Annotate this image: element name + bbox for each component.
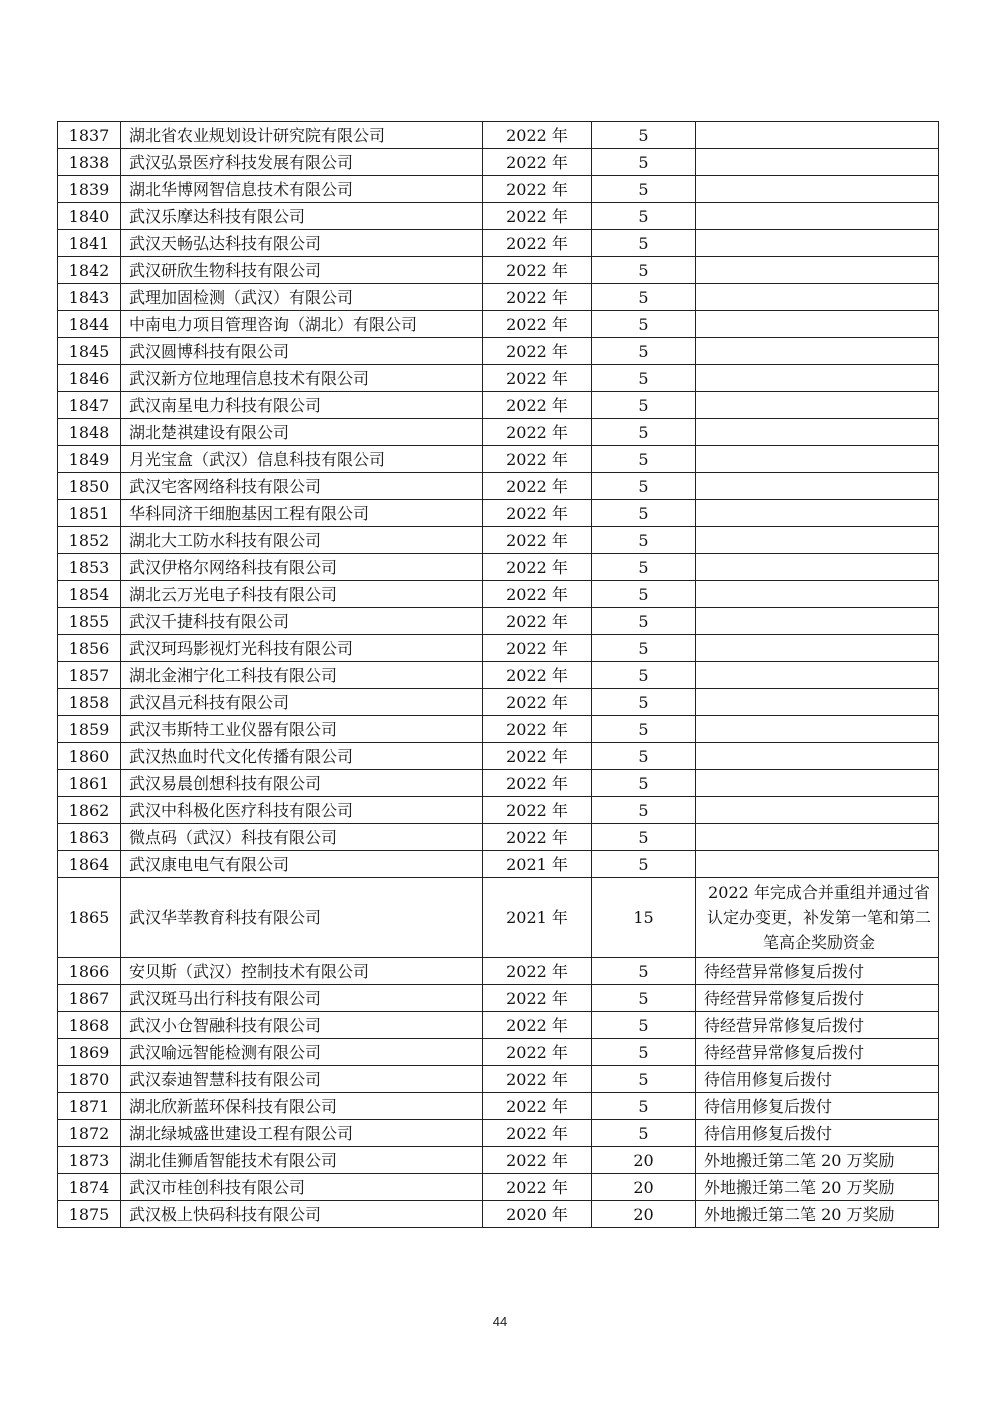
certification-year: 2022 年 [483,419,592,446]
table-row [58,500,939,527]
award-amount: 5 [592,958,696,985]
remark: 2022 年完成合并重组并通过省认定办变更，补发第一笔和第二笔高企奖励资金 [696,878,939,958]
award-amount: 5 [592,500,696,527]
table-row [58,257,939,284]
company-name: 武汉弘景医疗科技发展有限公司 [121,149,483,176]
remark [696,527,939,554]
certification-year: 2022 年 [483,338,592,365]
award-amount: 5 [592,338,696,365]
remark: 待经营异常修复后拨付 [696,985,939,1012]
row-number: 1849 [58,446,121,473]
remark: 外地搬迁第二笔 20 万奖励 [696,1147,939,1174]
row-number: 1875 [58,1201,121,1228]
row-number: 1874 [58,1174,121,1201]
certification-year: 2022 年 [483,257,592,284]
row-number: 1872 [58,1120,121,1147]
table-row [58,527,939,554]
award-amount: 5 [592,554,696,581]
company-name: 月光宝盒（武汉）信息科技有限公司 [121,446,483,473]
table-row [58,581,939,608]
company-name: 湖北大工防水科技有限公司 [121,527,483,554]
certification-year: 2022 年 [483,608,592,635]
certification-year: 2022 年 [483,446,592,473]
remark [696,797,939,824]
award-amount: 5 [592,689,696,716]
company-name: 湖北欣新蓝环保科技有限公司 [121,1093,483,1120]
remark [696,851,939,878]
certification-year: 2022 年 [483,824,592,851]
row-number: 1857 [58,662,121,689]
award-amount: 5 [592,1120,696,1147]
award-amount: 5 [592,635,696,662]
table-row [58,689,939,716]
remark: 待信用修复后拨付 [696,1120,939,1147]
row-number: 1859 [58,716,121,743]
company-name: 湖北金湘宁化工科技有限公司 [121,662,483,689]
company-name: 中南电力项目管理咨询（湖北）有限公司 [121,311,483,338]
remark [696,311,939,338]
company-name: 武汉乐摩达科技有限公司 [121,203,483,230]
table-row [58,743,939,770]
row-number: 1838 [58,149,121,176]
certification-year: 2022 年 [483,716,592,743]
table-row [58,608,939,635]
award-amount: 5 [592,176,696,203]
certification-year: 2022 年 [483,958,592,985]
company-name: 华科同济干细胞基因工程有限公司 [121,500,483,527]
award-amount: 5 [592,770,696,797]
company-name: 武汉南星电力科技有限公司 [121,392,483,419]
award-amount: 5 [592,257,696,284]
certification-year: 2022 年 [483,311,592,338]
company-name: 湖北绿城盛世建设工程有限公司 [121,1120,483,1147]
certification-year: 2022 年 [483,230,592,257]
company-name: 武汉喻远智能检测有限公司 [121,1039,483,1066]
certification-year: 2022 年 [483,1147,592,1174]
table-row [58,284,939,311]
company-name: 武汉中科极化医疗科技有限公司 [121,797,483,824]
award-amount: 5 [592,122,696,149]
row-number: 1871 [58,1093,121,1120]
company-name: 武汉易晨创想科技有限公司 [121,770,483,797]
table-row [58,824,939,851]
company-name: 武汉热血时代文化传播有限公司 [121,743,483,770]
table-row [58,635,939,662]
certification-year: 2022 年 [483,392,592,419]
remark [696,473,939,500]
table-row [58,203,939,230]
row-number: 1846 [58,365,121,392]
row-number: 1852 [58,527,121,554]
remark [696,257,939,284]
remark [696,392,939,419]
certification-year: 2022 年 [483,149,592,176]
company-name: 武汉康电电气有限公司 [121,851,483,878]
company-name: 安贝斯（武汉）控制技术有限公司 [121,958,483,985]
award-amount: 5 [592,230,696,257]
table-row [58,230,939,257]
row-number: 1870 [58,1066,121,1093]
company-name: 武理加固检测（武汉）有限公司 [121,284,483,311]
company-name: 武汉市桂创科技有限公司 [121,1174,483,1201]
award-amount: 5 [592,527,696,554]
row-number: 1848 [58,419,121,446]
remark [696,203,939,230]
row-number: 1840 [58,203,121,230]
remark: 外地搬迁第二笔 20 万奖励 [696,1201,939,1228]
row-number: 1853 [58,554,121,581]
table-row [58,392,939,419]
row-number: 1844 [58,311,121,338]
award-table [57,121,939,1228]
table-row [58,365,939,392]
table-row [58,149,939,176]
company-name: 武汉宅客网络科技有限公司 [121,473,483,500]
certification-year: 2022 年 [483,500,592,527]
award-amount: 20 [592,1174,696,1201]
table-row [58,419,939,446]
award-amount: 15 [592,878,696,958]
award-amount: 5 [592,1093,696,1120]
row-number: 1850 [58,473,121,500]
certification-year: 2021 年 [483,851,592,878]
company-name: 微点码（武汉）科技有限公司 [121,824,483,851]
award-amount: 5 [592,392,696,419]
remark [696,122,939,149]
award-amount: 5 [592,419,696,446]
award-amount: 5 [592,446,696,473]
certification-year: 2020 年 [483,1201,592,1228]
award-table-body [58,122,939,1228]
table-row [58,662,939,689]
remark [696,230,939,257]
remark: 待经营异常修复后拨付 [696,958,939,985]
award-amount: 5 [592,797,696,824]
company-name: 湖北云万光电子科技有限公司 [121,581,483,608]
company-name: 武汉泰迪智慧科技有限公司 [121,1066,483,1093]
company-name: 武汉华莘教育科技有限公司 [121,878,483,958]
row-number: 1862 [58,797,121,824]
table-row [58,1174,939,1201]
table-row [58,1039,939,1066]
row-number: 1841 [58,230,121,257]
table-row [58,1120,939,1147]
table-row [58,797,939,824]
certification-year: 2022 年 [483,689,592,716]
remark [696,554,939,581]
row-number: 1847 [58,392,121,419]
remark [696,635,939,662]
company-name: 武汉韦斯特工业仪器有限公司 [121,716,483,743]
table-row [58,338,939,365]
company-name: 湖北省农业规划设计研究院有限公司 [121,122,483,149]
award-amount: 5 [592,824,696,851]
certification-year: 2022 年 [483,662,592,689]
certification-year: 2022 年 [483,743,592,770]
award-amount: 20 [592,1201,696,1228]
remark: 待经营异常修复后拨付 [696,1012,939,1039]
certification-year: 2022 年 [483,365,592,392]
table-row [58,176,939,203]
table-row [58,122,939,149]
company-name: 武汉伊格尔网络科技有限公司 [121,554,483,581]
table-row [58,851,939,878]
table-row [58,770,939,797]
remark [696,446,939,473]
table-row [58,985,939,1012]
row-number: 1856 [58,635,121,662]
remark [696,338,939,365]
row-number: 1837 [58,122,121,149]
certification-year: 2022 年 [483,122,592,149]
remark [696,176,939,203]
certification-year: 2022 年 [483,1039,592,1066]
company-name: 武汉天畅弘达科技有限公司 [121,230,483,257]
certification-year: 2022 年 [483,473,592,500]
table-row [58,878,939,958]
table-row [58,311,939,338]
company-name: 武汉千捷科技有限公司 [121,608,483,635]
row-number: 1863 [58,824,121,851]
row-number: 1864 [58,851,121,878]
award-amount: 5 [592,284,696,311]
table-row [58,1201,939,1228]
award-amount: 5 [592,662,696,689]
certification-year: 2022 年 [483,1093,592,1120]
remark [696,743,939,770]
award-amount: 5 [592,608,696,635]
row-number: 1854 [58,581,121,608]
award-amount: 5 [592,149,696,176]
company-name: 武汉极上快码科技有限公司 [121,1201,483,1228]
row-number: 1858 [58,689,121,716]
certification-year: 2021 年 [483,878,592,958]
remark [696,581,939,608]
company-name: 武汉小仓智融科技有限公司 [121,1012,483,1039]
table-row [58,716,939,743]
table-row [58,1066,939,1093]
table-row [58,1093,939,1120]
award-amount: 5 [592,473,696,500]
award-amount: 5 [592,1039,696,1066]
certification-year: 2022 年 [483,797,592,824]
table-row [58,473,939,500]
page-number: 44 [492,1314,508,1329]
remark: 外地搬迁第二笔 20 万奖励 [696,1174,939,1201]
company-name: 武汉研欣生物科技有限公司 [121,257,483,284]
award-amount: 5 [592,985,696,1012]
row-number: 1839 [58,176,121,203]
table-row [58,446,939,473]
award-amount: 5 [592,1066,696,1093]
certification-year: 2022 年 [483,635,592,662]
certification-year: 2022 年 [483,1012,592,1039]
table-row [58,1012,939,1039]
remark [696,149,939,176]
remark: 待信用修复后拨付 [696,1093,939,1120]
remark [696,824,939,851]
award-amount: 5 [592,743,696,770]
certification-year: 2022 年 [483,284,592,311]
remark [696,662,939,689]
remark [696,500,939,527]
certification-year: 2022 年 [483,1066,592,1093]
table-row [58,958,939,985]
company-name: 武汉昌元科技有限公司 [121,689,483,716]
certification-year: 2022 年 [483,581,592,608]
remark [696,770,939,797]
certification-year: 2022 年 [483,1174,592,1201]
award-amount: 5 [592,365,696,392]
row-number: 1868 [58,1012,121,1039]
company-name: 湖北楚祺建设有限公司 [121,419,483,446]
award-amount: 5 [592,1012,696,1039]
table-row [58,554,939,581]
remark: 待经营异常修复后拨付 [696,1039,939,1066]
award-amount: 20 [592,1147,696,1174]
row-number: 1873 [58,1147,121,1174]
remark [696,689,939,716]
remark [696,608,939,635]
company-name: 武汉斑马出行科技有限公司 [121,985,483,1012]
award-amount: 5 [592,581,696,608]
remark [696,284,939,311]
award-amount: 5 [592,716,696,743]
remark [696,716,939,743]
row-number: 1866 [58,958,121,985]
row-number: 1869 [58,1039,121,1066]
table-row [58,1147,939,1174]
certification-year: 2022 年 [483,527,592,554]
remark [696,365,939,392]
certification-year: 2022 年 [483,203,592,230]
remark [696,419,939,446]
award-amount: 5 [592,203,696,230]
certification-year: 2022 年 [483,985,592,1012]
company-name: 武汉圆博科技有限公司 [121,338,483,365]
company-name: 湖北华博网智信息技术有限公司 [121,176,483,203]
certification-year: 2022 年 [483,176,592,203]
certification-year: 2022 年 [483,770,592,797]
row-number: 1861 [58,770,121,797]
company-name: 武汉新方位地理信息技术有限公司 [121,365,483,392]
award-amount: 5 [592,851,696,878]
company-name: 湖北佳狮盾智能技术有限公司 [121,1147,483,1174]
row-number: 1860 [58,743,121,770]
row-number: 1867 [58,985,121,1012]
row-number: 1851 [58,500,121,527]
award-amount: 5 [592,311,696,338]
row-number: 1865 [58,878,121,958]
row-number: 1845 [58,338,121,365]
row-number: 1842 [58,257,121,284]
certification-year: 2022 年 [483,1120,592,1147]
company-name: 武汉珂玛影视灯光科技有限公司 [121,635,483,662]
certification-year: 2022 年 [483,554,592,581]
remark: 待信用修复后拨付 [696,1066,939,1093]
row-number: 1843 [58,284,121,311]
row-number: 1855 [58,608,121,635]
